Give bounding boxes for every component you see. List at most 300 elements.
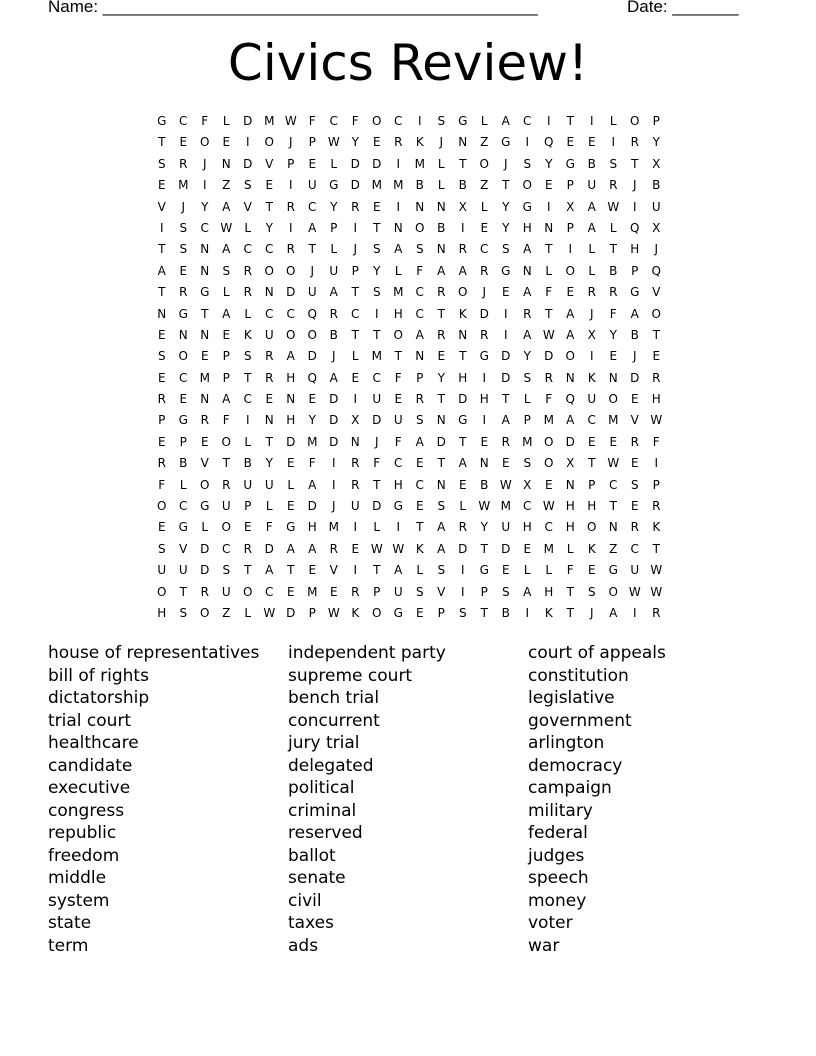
grid-letter: M	[543, 413, 554, 428]
grid-letter: Z	[609, 541, 618, 556]
grid-letter: D	[329, 392, 339, 407]
grid-letter: G	[522, 199, 532, 214]
grid-letter: T	[437, 456, 445, 471]
grid-letter: I	[589, 349, 594, 364]
grid-letter: N	[264, 413, 274, 428]
grid-letter: T	[373, 477, 381, 492]
grid-row	[151, 432, 667, 453]
grid-letter: H	[286, 413, 296, 428]
grid-letter: D	[630, 370, 640, 385]
grid-letter: A	[587, 220, 596, 235]
grid-letter: T	[287, 563, 295, 578]
grid-letter: V	[329, 563, 338, 578]
grid-row	[151, 325, 667, 346]
grid-letter: O	[608, 584, 618, 599]
grid-letter: T	[373, 327, 381, 342]
grid-letter: H	[393, 477, 403, 492]
grid-letter: Y	[201, 199, 209, 214]
grid-letter: T	[588, 456, 596, 471]
grid-letter: W	[392, 541, 405, 556]
grid-letter: E	[265, 178, 274, 193]
grid-letter: R	[480, 327, 489, 342]
grid-row	[151, 475, 667, 496]
grid-letter: H	[544, 584, 554, 599]
grid-row	[151, 517, 667, 538]
grid-letter: O	[608, 392, 618, 407]
grid-letter: R	[265, 349, 274, 364]
grid-letter: C	[372, 370, 381, 385]
grid-letter: O	[243, 584, 253, 599]
grid-letter: H	[157, 605, 167, 620]
grid-letter: O	[479, 156, 489, 171]
grid-letter: R	[501, 434, 510, 449]
grid-letter: G	[630, 285, 640, 300]
grid-letter: I	[353, 220, 358, 235]
grid-letter: E	[157, 370, 166, 385]
grid-letter: E	[566, 285, 575, 300]
grid-letter: X	[587, 327, 596, 342]
grid-letter: L	[545, 563, 553, 578]
grid-letter: S	[222, 563, 231, 578]
grid-letter: K	[544, 605, 553, 620]
grid-letter: T	[265, 434, 273, 449]
grid-letter: N	[436, 477, 446, 492]
grid-letter: S	[587, 584, 596, 599]
grid-letter: R	[630, 434, 639, 449]
grid-letter: X	[652, 220, 661, 235]
name-field[interactable]: Name: ______________________________________________	[48, 0, 538, 16]
grid-letter: R	[480, 263, 489, 278]
word-item: civil	[288, 890, 322, 911]
grid-letter: O	[544, 434, 554, 449]
grid-letter: C	[394, 114, 403, 128]
grid-letter: B	[458, 178, 467, 193]
grid-letter: F	[394, 434, 402, 449]
word-item: congress	[48, 800, 125, 821]
grid-letter: O	[286, 327, 296, 342]
grid-letter: G	[178, 306, 188, 321]
grid-letter: E	[523, 541, 532, 556]
grid-letter: U	[264, 327, 274, 342]
grid-letter: O	[157, 499, 167, 514]
grid-letter: R	[458, 520, 467, 535]
word-item: term	[48, 935, 89, 956]
word-item: taxes	[288, 913, 334, 933]
grid-letter: J	[632, 178, 637, 193]
grid-letter: H	[630, 242, 640, 257]
grid-letter: G	[157, 114, 167, 128]
grid-letter: M	[307, 584, 318, 599]
grid-letter: E	[286, 456, 295, 471]
grid-letter: J	[202, 156, 207, 171]
grid-letter: W	[499, 477, 512, 492]
grid-letter: G	[458, 413, 468, 428]
grid-letter: H	[587, 499, 597, 514]
grid-letter: B	[501, 605, 510, 620]
grid-letter: E	[609, 349, 618, 364]
grid-letter: T	[480, 605, 488, 620]
grid-letter: R	[243, 285, 252, 300]
grid-letter: O	[221, 434, 231, 449]
grid-letter: N	[479, 456, 489, 471]
grid-letter: A	[458, 456, 467, 471]
grid-letter: S	[501, 584, 510, 599]
grid-letter: R	[200, 584, 209, 599]
grid-letter: I	[202, 178, 207, 193]
grid-letter: I	[525, 605, 530, 620]
word-item: freedom	[48, 845, 120, 866]
grid-letter: U	[307, 178, 317, 193]
grid-letter: C	[415, 477, 424, 492]
grid-letter: T	[459, 349, 467, 364]
grid-letter: Q	[651, 263, 661, 278]
grid-letter: B	[609, 263, 618, 278]
grid-letter: P	[330, 220, 338, 235]
grid-letter: R	[179, 285, 188, 300]
grid-letter: N	[608, 520, 618, 535]
grid-letter: F	[545, 392, 553, 407]
grid-letter: S	[157, 156, 166, 171]
grid-letter: T	[416, 520, 424, 535]
grid-letter: L	[265, 499, 273, 514]
grid-letter: Y	[437, 370, 445, 385]
grid-letter: U	[393, 413, 403, 428]
grid-letter: E	[587, 434, 596, 449]
grid-letter: I	[482, 370, 487, 385]
grid-letter: E	[415, 456, 424, 471]
grid-letter: L	[179, 477, 187, 492]
grid-letter: A	[523, 285, 532, 300]
grid-letter: A	[329, 285, 338, 300]
grid-letter: Y	[545, 156, 553, 171]
word-item: campaign	[528, 778, 612, 798]
grid-letter: S	[415, 413, 424, 428]
grid-letter: R	[351, 199, 360, 214]
word-item: arlington	[528, 733, 605, 753]
grid-letter: S	[243, 178, 252, 193]
grid-letter: J	[353, 242, 358, 257]
grid-letter: I	[288, 220, 293, 235]
grid-letter: I	[460, 584, 465, 599]
grid-letter: I	[611, 135, 616, 150]
grid-letter: D	[372, 413, 382, 428]
grid-letter: D	[372, 499, 382, 514]
word-column	[48, 642, 288, 957]
grid-letter: E	[329, 584, 338, 599]
grid-letter: D	[307, 349, 317, 364]
grid-letter: E	[630, 392, 639, 407]
grid-letter: D	[307, 499, 317, 514]
grid-letter: V	[630, 413, 639, 428]
grid-letter: R	[437, 285, 446, 300]
grid-letter: S	[437, 563, 446, 578]
grid-letter: S	[523, 156, 532, 171]
grid-letter: Q	[307, 306, 317, 321]
grid-letter: N	[200, 263, 210, 278]
grid-letter: L	[480, 199, 488, 214]
word-item: supreme court	[288, 665, 413, 686]
grid-letter: L	[373, 520, 381, 535]
grid-letter: A	[501, 114, 510, 128]
grid-letter: L	[244, 306, 252, 321]
grid-letter: N	[200, 327, 210, 342]
grid-letter: F	[416, 263, 424, 278]
grid-letter: E	[630, 456, 639, 471]
word-item: constitution	[528, 665, 629, 686]
grid-letter: G	[608, 563, 618, 578]
grid-letter: D	[200, 541, 210, 556]
grid-letter: R	[609, 178, 618, 193]
grid-letter: T	[179, 584, 187, 599]
grid-letter: L	[609, 220, 617, 235]
word-item: trial court	[48, 710, 132, 731]
grid-letter: P	[566, 178, 574, 193]
grid-letter: H	[565, 520, 575, 535]
grid-letter: S	[437, 499, 446, 514]
word-item: political	[288, 778, 355, 798]
grid-letter: I	[245, 135, 250, 150]
grid-letter: S	[179, 605, 188, 620]
word-item: legislative	[528, 688, 615, 708]
grid-letter: O	[200, 135, 210, 150]
grid-letter: T	[609, 242, 617, 257]
grid-letter: E	[157, 327, 166, 342]
grid-letter: K	[587, 370, 596, 385]
grid-letter: F	[545, 285, 553, 300]
grid-letter: T	[244, 563, 252, 578]
grid-letter: U	[587, 178, 597, 193]
grid-letter: P	[351, 263, 359, 278]
word-item: jury trial	[288, 733, 360, 753]
grid-letter: N	[157, 306, 167, 321]
grid-letter: A	[458, 263, 467, 278]
grid-letter: D	[286, 285, 296, 300]
grid-letter: G	[458, 114, 468, 128]
grid-letter: M	[371, 349, 382, 364]
grid-letter: C	[630, 541, 639, 556]
grid-letter: J	[632, 349, 637, 364]
grid-letter: I	[353, 520, 358, 535]
grid-letter: T	[652, 327, 660, 342]
grid-letter: K	[243, 327, 252, 342]
grid-letter: E	[609, 434, 618, 449]
word-item: independent party	[288, 643, 446, 663]
word-item: military	[528, 800, 593, 821]
grid-letter: D	[501, 370, 511, 385]
grid-letter: E	[501, 563, 510, 578]
grid-letter: N	[350, 434, 360, 449]
grid-letter: T	[502, 392, 510, 407]
grid-letter: P	[222, 370, 230, 385]
grid-letter: E	[243, 520, 252, 535]
grid-letter: N	[458, 135, 468, 150]
grid-letter: R	[415, 392, 424, 407]
grid-letter: H	[458, 370, 468, 385]
grid-letter: R	[286, 242, 295, 257]
grid-letter: I	[245, 413, 250, 428]
word-item: judges	[528, 845, 585, 866]
grid-letter: E	[222, 135, 231, 150]
grid-letter: T	[222, 456, 230, 471]
grid-letter: Q	[544, 135, 554, 150]
grid-letter: L	[545, 263, 553, 278]
grid-letter: L	[437, 156, 445, 171]
grid-letter: Y	[373, 263, 381, 278]
grid-letter: H	[522, 520, 532, 535]
grid-letter: V	[652, 285, 661, 300]
grid-letter: J	[331, 349, 336, 364]
grid-letter: T	[502, 178, 510, 193]
grid-letter: N	[436, 413, 446, 428]
grid-letter: Y	[523, 349, 531, 364]
grid-letter: J	[589, 306, 594, 321]
grid-letter: K	[415, 541, 424, 556]
grid-letter: J	[482, 285, 487, 300]
grid-letter: F	[265, 520, 273, 535]
grid-letter: W	[628, 584, 641, 599]
grid-letter: S	[372, 242, 381, 257]
grid-letter: S	[179, 242, 188, 257]
grid-row	[151, 218, 667, 239]
grid-letter: E	[501, 456, 510, 471]
word-item: delegated	[288, 755, 374, 776]
grid-letter: P	[588, 477, 596, 492]
grid-letter: G	[286, 520, 296, 535]
grid-letter: T	[566, 584, 574, 599]
grid-letter: O	[200, 477, 210, 492]
grid-letter: J	[374, 434, 379, 449]
grid-letter: N	[608, 370, 618, 385]
grid-letter: W	[478, 499, 491, 514]
grid-letter: O	[200, 605, 210, 620]
grid-letter: I	[482, 413, 487, 428]
grid-letter: N	[436, 199, 446, 214]
grid-letter: A	[523, 327, 532, 342]
grid-letter: E	[480, 220, 489, 235]
grid-letter: D	[243, 156, 253, 171]
grid-letter: B	[179, 456, 188, 471]
word-item: concurrent	[288, 710, 380, 731]
grid-letter: H	[565, 499, 575, 514]
grid-letter: U	[178, 563, 188, 578]
grid-letter: E	[587, 563, 596, 578]
grid-letter: T	[566, 114, 574, 128]
date-field[interactable]: Date: _______	[627, 0, 739, 16]
word-item: healthcare	[48, 733, 139, 753]
grid-letter: Y	[652, 135, 660, 150]
grid-letter: E	[265, 392, 274, 407]
grid-letter: E	[372, 199, 381, 214]
grid-letter: N	[415, 349, 425, 364]
grid-letter: R	[329, 306, 338, 321]
grid-row	[151, 175, 667, 196]
grid-letter: I	[503, 327, 508, 342]
word-item: dictatorship	[48, 688, 150, 708]
grid-letter: C	[179, 370, 188, 385]
grid-letter: N	[458, 327, 468, 342]
grid-letter: P	[416, 370, 424, 385]
grid-letter: A	[630, 306, 639, 321]
grid-letter: O	[565, 349, 575, 364]
grid-letter: R	[652, 605, 661, 620]
grid-letter: F	[394, 370, 402, 385]
grid-letter: O	[522, 178, 532, 193]
grid-letter: G	[501, 263, 511, 278]
grid-letter: R	[458, 242, 467, 257]
grid-row	[151, 539, 667, 560]
grid-letter: A	[308, 220, 317, 235]
grid-letter: R	[523, 306, 532, 321]
grid-letter: A	[523, 242, 532, 257]
grid-letter: I	[632, 605, 637, 620]
grid-letter: L	[330, 156, 338, 171]
grid-letter: L	[244, 605, 252, 620]
grid-letter: H	[522, 220, 532, 235]
grid-letter: D	[458, 392, 468, 407]
grid-letter: W	[327, 135, 340, 150]
grid-letter: U	[243, 477, 253, 492]
grid-letter: I	[353, 392, 358, 407]
grid-letter: C	[243, 242, 252, 257]
grid-letter: F	[652, 434, 660, 449]
grid-letter: F	[566, 563, 574, 578]
grid-letter: A	[308, 541, 317, 556]
grid-letter: D	[350, 156, 360, 171]
grid-letter: R	[587, 285, 596, 300]
grid-letter: W	[327, 605, 340, 620]
grid-letter: C	[265, 584, 274, 599]
grid-letter: N	[544, 220, 554, 235]
grid-letter: O	[651, 306, 661, 321]
grid-letter: S	[523, 456, 532, 471]
grid-letter: S	[415, 584, 424, 599]
grid-letter: T	[631, 156, 639, 171]
word-list	[48, 642, 768, 957]
grid-letter: C	[179, 499, 188, 514]
grid-letter: T	[308, 242, 316, 257]
grid-letter: L	[416, 563, 424, 578]
grid-letter: W	[263, 605, 276, 620]
grid-letter: M	[178, 178, 189, 193]
grid-letter: T	[437, 306, 445, 321]
grid-letter: U	[221, 499, 231, 514]
grid-letter: P	[373, 584, 381, 599]
grid-letter: I	[632, 199, 637, 214]
grid-letter: I	[331, 477, 336, 492]
word-item: court of appeals	[528, 643, 666, 663]
grid-letter: L	[222, 114, 230, 128]
grid-letter: L	[437, 178, 445, 193]
grid-letter: L	[287, 477, 295, 492]
grid-letter: I	[396, 156, 401, 171]
grid-letter: T	[351, 285, 359, 300]
grid-letter: E	[394, 392, 403, 407]
grid-letter: I	[546, 114, 551, 128]
word-item: voter	[528, 913, 573, 933]
grid-letter: P	[480, 584, 488, 599]
grid-letter: U	[651, 199, 661, 214]
grid-letter: J	[181, 199, 186, 214]
grid-letter: V	[179, 541, 188, 556]
word-item: government	[528, 710, 632, 731]
grid-letter: N	[436, 242, 446, 257]
grid-letter: V	[200, 456, 209, 471]
grid-letter: R	[157, 456, 166, 471]
grid-letter: G	[393, 499, 403, 514]
grid-letter: B	[587, 156, 596, 171]
grid-letter: W	[542, 327, 555, 342]
grid-letter: U	[221, 584, 231, 599]
